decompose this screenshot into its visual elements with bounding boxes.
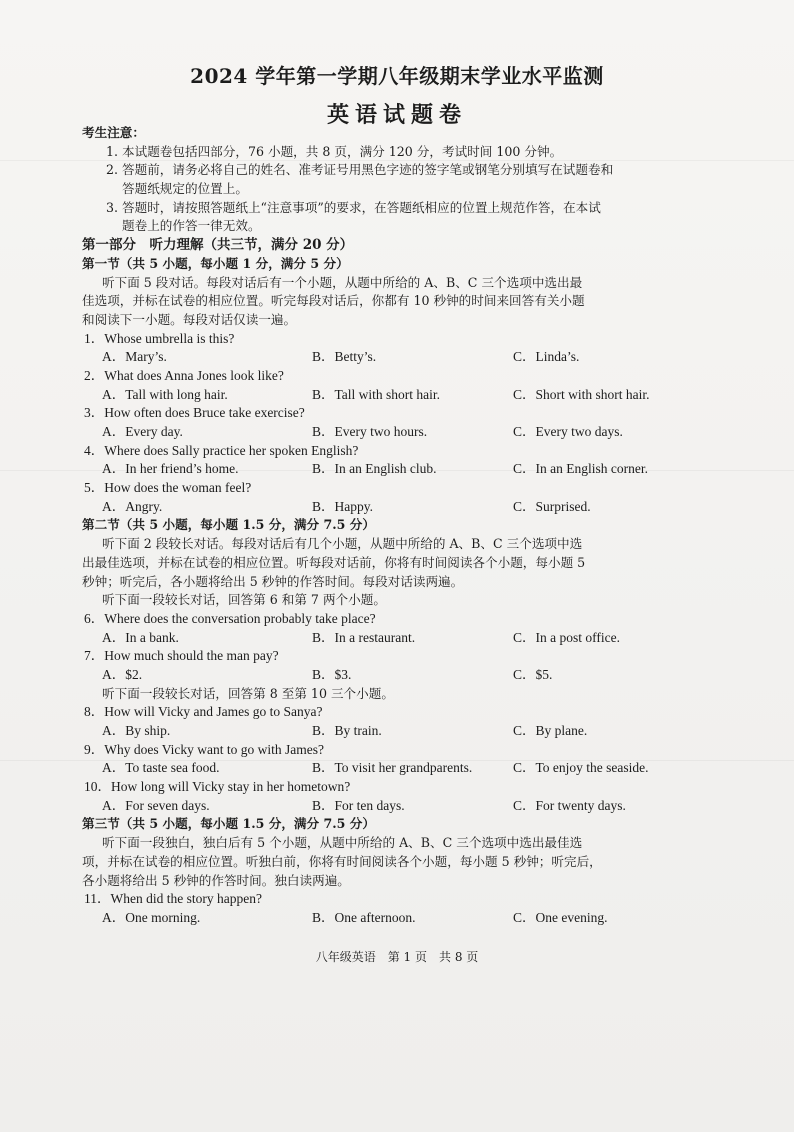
section-instructions: 各小题将给出 5 秒钟的作答时间。独白读两遍。 [82, 872, 350, 888]
option-c: C．By plane. [513, 723, 588, 738]
option-a: A．Tall with long hair. [102, 386, 228, 402]
question-stem: 8．How will Vicky and James go to Sanya? [84, 704, 323, 720]
exam-title: 2024 学年第一学期八年级期末学业水平监测 [190, 64, 604, 88]
question-stem: 7．How much should the man pay? [84, 648, 279, 664]
option-b: B．Every two hours. [312, 424, 428, 439]
notice-item: 1. 本试题卷包括四部分，76 小题，共 8 页，满分 120 分，考试时间 100 分钟。 [106, 143, 563, 159]
question-options [82, 386, 762, 405]
option-c: C．Linda’s. [513, 349, 580, 365]
exam-subtitle: 英语试题卷 [326, 102, 467, 128]
option-b: B．To visit her grandparents. [312, 760, 473, 776]
option-b: B．For ten days. [312, 797, 405, 813]
option-a: A．Mary’s. [102, 349, 167, 365]
question-stem: 6．Where does the conversation probably take place? [84, 610, 376, 626]
part-heading: 第一部分 听力理解（共三节，满分 20 分） [82, 237, 354, 254]
option-c: C．For twenty days. [513, 797, 626, 813]
question-stem: 5．How does the woman feel? [84, 480, 252, 496]
option-c: C．In an English corner. [513, 461, 648, 477]
dialogue-note: 听下面一段较长对话，回答第 6 和第 7 两个小题。 [102, 592, 386, 608]
question-options [82, 797, 762, 816]
section-instructions: 秒钟；听完后，各小题将给出 5 秒钟的作答时间。每段对话读两遍。 [82, 573, 464, 589]
question-options [82, 348, 762, 367]
option-b: B．$3. [312, 666, 352, 682]
option-a: A．To taste sea food. [102, 760, 220, 776]
notice-item: 2. 答题前，请务必将自己的姓名、准考证号用黑色字迹的签字笔或钢笔分别填写在试题卷和 [106, 162, 614, 178]
option-c: C．Surprised. [513, 498, 591, 514]
question-options [82, 629, 762, 648]
option-a: A．In a bank. [102, 629, 179, 645]
notice-item: 答题纸规定的位置上。 [122, 181, 248, 197]
option-b: B．In an English club. [312, 461, 437, 477]
option-b: B．One afternoon. [312, 909, 416, 925]
question-options [82, 759, 762, 778]
section-instructions: 出最佳选项，并标在试卷的相应位置。听每段对话前，你将有时间阅读各个小题，每小题 5 [82, 554, 586, 570]
option-c: C．One evening. [513, 909, 608, 925]
dialogue-note: 听下面一段较长对话，回答第 8 至第 10 三个小题。 [102, 685, 394, 701]
section-instructions: 佳选项，并标在试卷的相应位置。听完每段对话后，你都有 10 秒钟的时间来回答有关小题 [82, 293, 585, 309]
section-instructions: 听下面 5 段对话。每段对话后有一个小题，从题中所给的 A、B、C 三个选项中选出最 [102, 274, 583, 290]
option-a: A．Every day. [102, 424, 183, 439]
section-instructions: 和阅读下一小题。每段对话仅读一遍。 [82, 311, 297, 327]
exam-content [82, 124, 762, 928]
option-c: C．Every two days. [513, 424, 623, 439]
question-stem: 4．Where does Sally practice her spoken English? [84, 442, 359, 458]
question-options [82, 460, 762, 479]
option-b: B．In a restaurant. [312, 629, 416, 645]
option-a: A．One morning. [102, 909, 201, 925]
notice-item: 题卷上的作答一律无效。 [122, 218, 261, 234]
question-stem: 10．How long will Vicky stay in her hometown? [84, 779, 351, 795]
question-options [82, 909, 762, 928]
option-a: A．For seven days. [102, 797, 210, 813]
section-instructions: 听下面一段独白，独白后有 5 个小题，从题中所给的 A、B、C 三个选项中选出最佳选 [102, 835, 583, 851]
section-heading: 第三节（共 5 小题，每小题 1.5 分，满分 7.5 分） [82, 816, 375, 832]
question-stem: 9．Why does Vicky want to go with James? [84, 741, 325, 757]
question-options [82, 722, 762, 741]
option-c: C．Short with short hair. [513, 386, 650, 402]
notice-heading: 考生注意： [82, 125, 145, 140]
section-instructions: 听下面 2 段较长对话。每段对话后有几个小题，从题中所给的 A、B、C 三个选项中选 [102, 536, 583, 552]
section-instructions: 项，并标在试卷的相应位置。听独白前，你将有时间阅读各个小题，每小题 5 秒钟；听完后， [82, 853, 602, 869]
question-options [82, 423, 762, 442]
option-c: C．In a post office. [513, 629, 620, 645]
question-stem: 3．How often does Bruce take exercise? [84, 405, 305, 421]
option-a: A．Angry. [102, 498, 163, 514]
option-a: A．$2. [102, 666, 143, 682]
question-stem: 2．What does Anna Jones look like? [84, 367, 284, 383]
option-b: B．Happy. [312, 498, 373, 514]
question-options [82, 666, 762, 685]
option-b: B．Betty’s. [312, 349, 377, 365]
question-stem: 11．When did the story happen? [84, 891, 262, 907]
page-footer: 八年级英语 第 1 页 共 8 页 [315, 950, 479, 964]
option-c: C．To enjoy the seaside. [513, 760, 649, 776]
section-heading: 第二节（共 5 小题，每小题 1.5 分，满分 7.5 分） [82, 517, 375, 533]
section-heading: 第一节（共 5 小题，每小题 1 分，满分 5 分） [82, 255, 349, 271]
option-a: A．By ship. [102, 723, 171, 738]
question-options [82, 498, 762, 517]
question-stem: 1．Whose umbrella is this? [84, 330, 235, 346]
option-a: A．In her friend’s home. [102, 461, 239, 477]
notice-item: 3. 答题时，请按照答题纸上“注意事项”的要求，在答题纸相应的位置上规范作答，在本试 [106, 199, 601, 215]
option-b: B．By train. [312, 723, 382, 738]
option-b: B．Tall with short hair. [312, 386, 441, 402]
option-c: C．$5. [513, 666, 553, 682]
